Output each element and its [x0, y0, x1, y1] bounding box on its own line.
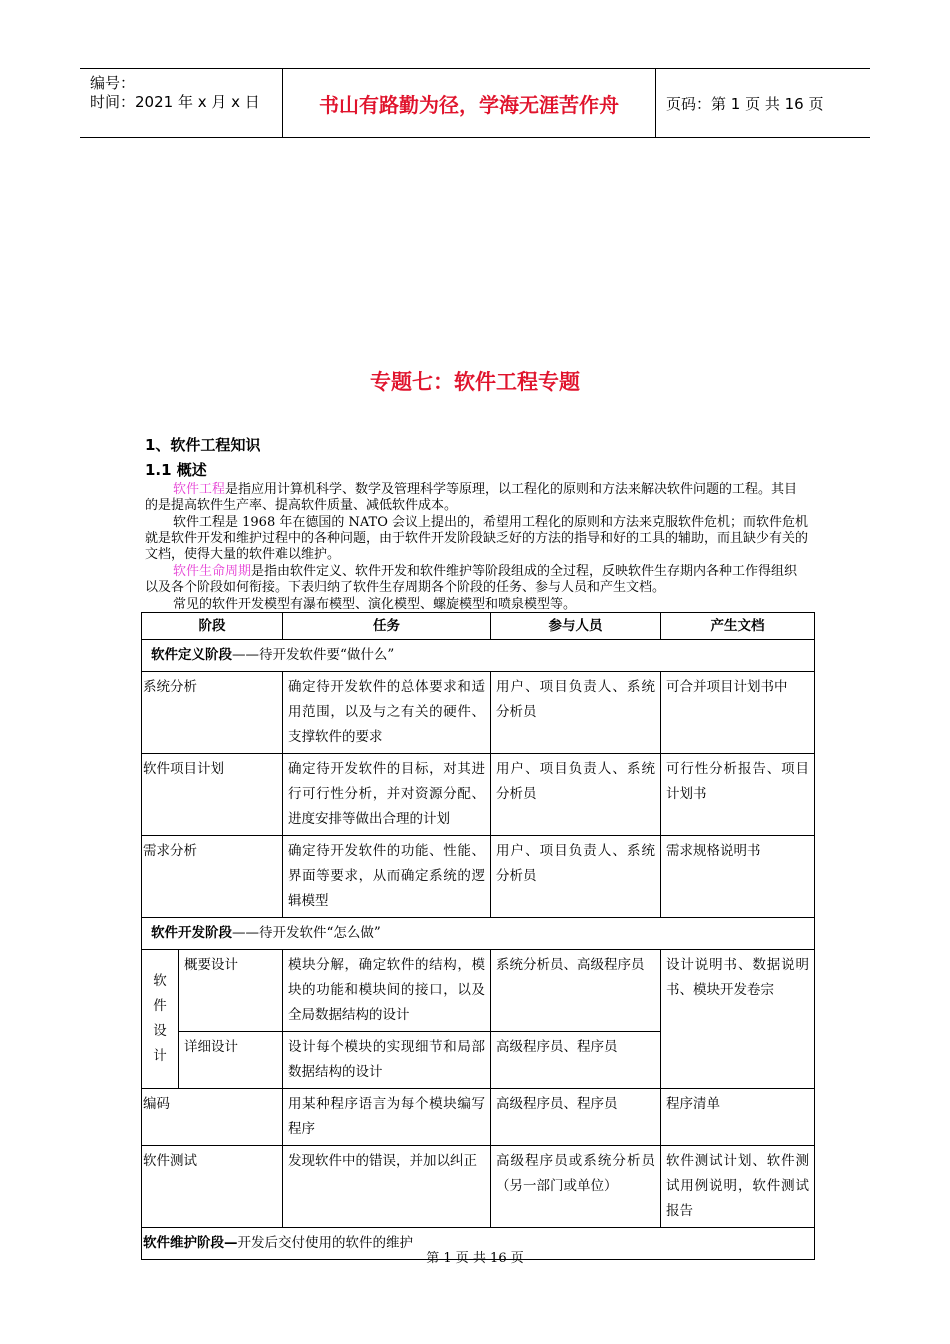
document-header — [80, 68, 870, 138]
term-software-engineering: 软件工程 — [173, 482, 226, 497]
lifecycle-table — [141, 612, 815, 1260]
page-footer: 第 1 页 共 16 页 — [426, 1251, 524, 1266]
paragraph-lifecycle — [145, 564, 808, 596]
cell-doc: 程序清单 — [661, 1089, 815, 1146]
paragraph-text: 常见的软件开发模型有瀑布模型、演化模型、螺旋模型和喷泉模型等。 — [173, 597, 577, 612]
section-desc: ——待开发软件要“做什么” — [232, 647, 395, 663]
column-header-people: 参与人员 — [491, 613, 661, 640]
paragraph-text: 软件工程是 1968 年在德国的 NATO 会议上提出的，希望用工程化的原则和方法来克服软件危机；而软件危机就是软件开发和维护过程中的各种问题，由于软件开发阶段缺乏好的方法的指导和好的工具的辅助，而且缺少有关的文档，使得大量的软件难以维护。 — [145, 515, 809, 562]
cell-people: 高级程序员、程序员 — [491, 1089, 661, 1146]
section-heading: 1、软件工程知识 — [145, 436, 261, 454]
cell-doc: 软件测试计划、软件测试用例说明，软件测试报告 — [661, 1146, 815, 1228]
section-desc: 开发后交付使用的软件的维护 — [237, 1235, 413, 1251]
column-header-docs: 产生文档 — [661, 613, 815, 640]
cell-people: 高级程序员或系统分析员（另一部门或单位） — [491, 1146, 661, 1228]
cell-stage: 软件项目计划 — [142, 754, 283, 836]
header-page-info: 页码：第 1 页 共 16 页 — [666, 94, 824, 113]
cell-doc: 可合并项目计划书中 — [661, 672, 815, 754]
header-meta-cell — [80, 69, 283, 137]
cell-task: 发现软件中的错误，并加以纠正 — [283, 1146, 491, 1228]
paragraph-software-engineering — [145, 482, 808, 514]
cell-design-group — [142, 950, 179, 1089]
section-row-definition — [142, 640, 815, 672]
table-row — [142, 754, 815, 836]
cell-task: 设计每个模块的实现细节和局部数据结构的设计 — [283, 1032, 491, 1089]
table-row — [142, 836, 815, 918]
column-header-stage: 阶段 — [142, 613, 283, 640]
term-lifecycle: 软件生命周期 — [173, 564, 252, 579]
subsection-heading: 1.1 概述 — [145, 461, 207, 479]
column-header-task: 任务 — [283, 613, 491, 640]
cell-task: 确定待开发软件的目标，对其进行可行性分析，并对资源分配、进度安排等做出合理的计划 — [283, 754, 491, 836]
design-group-label: 软 件 设 计 — [153, 973, 167, 1064]
paragraph-models — [145, 597, 808, 613]
cell-stage: 概要设计 — [179, 950, 283, 1032]
cell-people: 用户、项目负责人、系统分析员 — [491, 836, 661, 918]
section-title: 软件开发阶段 — [151, 925, 232, 941]
cell-stage: 需求分析 — [142, 836, 283, 918]
cell-stage: 软件测试 — [142, 1146, 283, 1228]
cell-people: 高级程序员、程序员 — [491, 1032, 661, 1089]
cell-doc: 需求规格说明书 — [661, 836, 815, 918]
cell-people: 系统分析员、高级程序员 — [491, 950, 661, 1032]
paragraph-text: 是指应用计算机科学、数学及管理科学等原理，以工程化的原则和方法来解决软件问题的工程。其目的是提高软件生产率、提高软件质量、减低软件成本。 — [145, 482, 798, 513]
time-label: 时间：2021 年 x 月 x 日 — [90, 93, 260, 111]
table-row — [142, 1146, 815, 1228]
section-desc: ——待开发软件“怎么做” — [232, 925, 381, 941]
cell-people: 用户、项目负责人、系统分析员 — [491, 754, 661, 836]
cell-doc: 设计说明书、数据说明书、模块开发卷宗 — [661, 950, 815, 1089]
paragraph-text: 是指由软件定义、软件开发和软件维护等阶段组成的全过程，反映软件生存期内各种工作得组织以及各个阶段如何衔接。下表归纳了软件生存周期各个阶段的任务、参与人员和产生文档。 — [145, 564, 798, 595]
cell-task: 确定待开发软件的功能、性能、界面等要求，从而确定系统的逻辑模型 — [283, 836, 491, 918]
header-motto: 书山有路勤为径，学海无涯苦作舟 — [283, 69, 656, 137]
section-title: 软件维护阶段— — [143, 1235, 238, 1251]
paragraph-software-crisis — [145, 515, 808, 563]
cell-task: 模块分解，确定软件的结构，模块的功能和模块间的接口，以及全局数据结构的设计 — [283, 950, 491, 1032]
cell-task: 确定待开发软件的总体要求和适用范围，以及与之有关的硬件、支撑软件的要求 — [283, 672, 491, 754]
cell-task: 用某种程序语言为每个模块编写程序 — [283, 1089, 491, 1146]
section-title: 软件定义阶段 — [151, 647, 232, 663]
table-row — [142, 1089, 815, 1146]
cell-doc: 可行性分析报告、项目计划书 — [661, 754, 815, 836]
section-row-development — [142, 918, 815, 950]
cell-stage: 详细设计 — [179, 1032, 283, 1089]
table-row — [142, 672, 815, 754]
number-label: 编号： — [90, 74, 136, 92]
cell-people: 用户、项目负责人、系统分析员 — [491, 672, 661, 754]
page-title: 专题七：软件工程专题 — [370, 370, 580, 394]
cell-stage: 编码 — [142, 1089, 283, 1146]
cell-stage: 系统分析 — [142, 672, 283, 754]
table-row — [142, 950, 815, 1032]
table-header-row — [142, 613, 815, 640]
